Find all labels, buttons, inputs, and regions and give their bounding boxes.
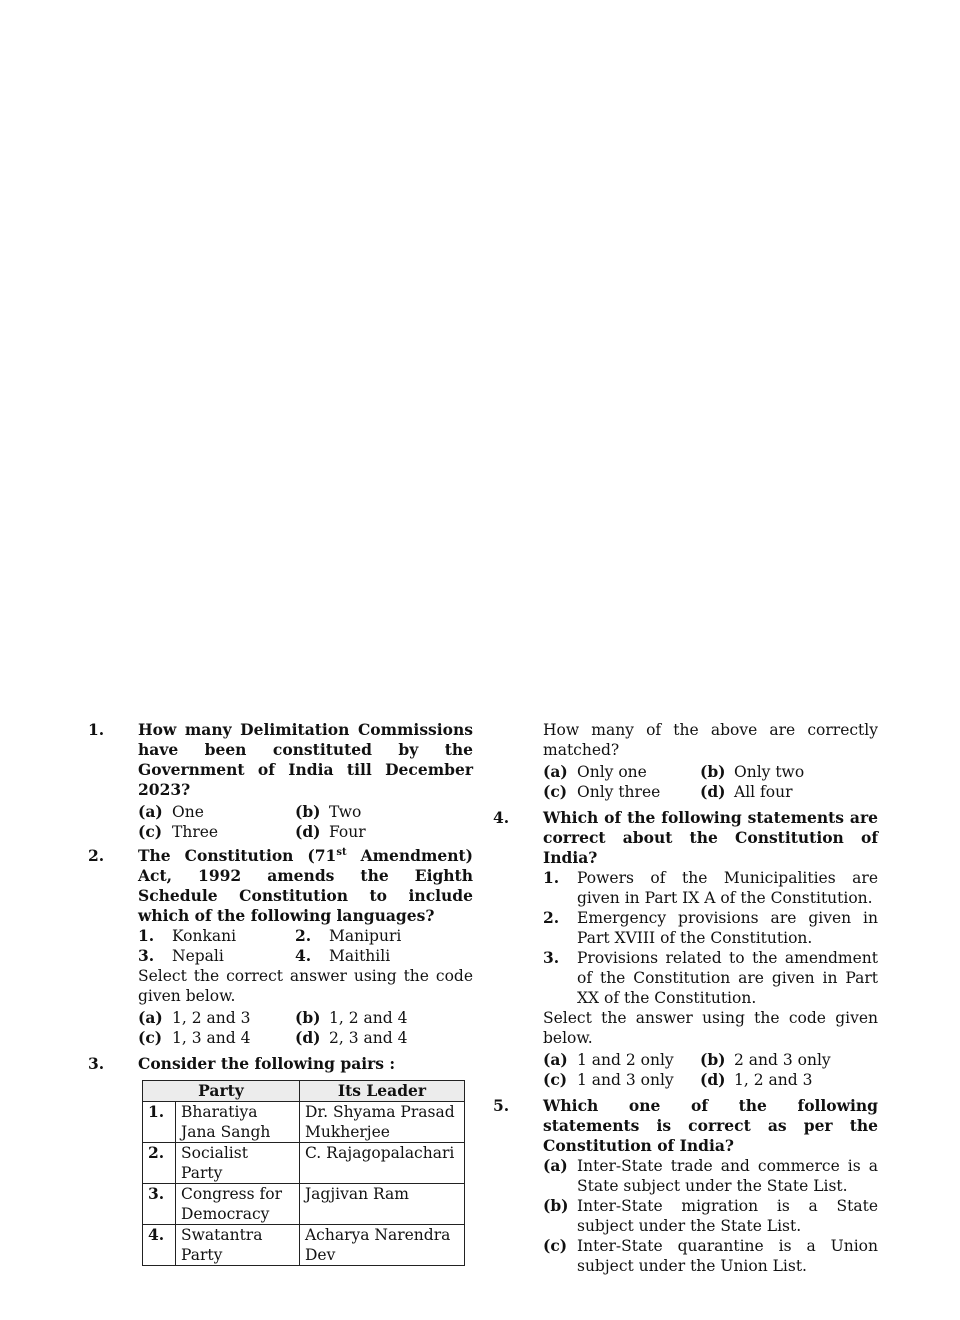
leader-cell: Acharya Narendra Dev [299,1225,464,1266]
option-c[interactable]: (c) 1 and 3 only [543,1070,674,1089]
question-stem: How many Delimitation Commissions have been constituted by the Government of India till December 2023? [138,720,473,799]
option-a[interactable]: (a) Only one [543,762,647,781]
option-d[interactable]: (d) 1, 2 and 3 [700,1070,813,1089]
option-b[interactable]: (b) Inter-State migration is a State subject under the State List. [543,1196,878,1235]
option-c[interactable]: (c) 1, 3 and 4 [138,1028,251,1047]
list-item: 1. Konkani [138,926,237,945]
list-item: 2. Manipuri [295,926,402,945]
question-number: 1. [88,720,105,739]
party-cell: Congress for Democracy [176,1184,300,1225]
leader-cell: C. Rajagopalachari [299,1143,464,1184]
question-3 [88,1054,473,1266]
option-grid [138,1008,473,1048]
party-cell: Bharatiya Jana Sangh [176,1102,300,1143]
question-4 [493,808,878,1090]
option-grid [543,1050,878,1090]
option-b[interactable]: (b) 2 and 3 only [700,1050,831,1069]
option-b[interactable]: (b) Two [295,802,362,821]
option-d[interactable]: (d) 2, 3 and 4 [295,1028,408,1047]
option-c[interactable]: (c) Only three [543,782,661,801]
party-cell: Swatantra Party [176,1225,300,1266]
table-row: 2. Socialist Party C. Rajagopalachari [143,1143,465,1184]
language-list [138,926,473,966]
question-2 [88,846,473,1048]
table-row: 1. Bharatiya Jana Sangh Dr. Shyama Prasad Mukherjee [143,1102,465,1143]
pairs-table [142,1080,465,1266]
question-1 [88,720,473,842]
question-stem: The Constitution (71st Amendment) Act, 1992 amends the Eighth Schedule Constitution to include which of the following languages? [138,846,473,925]
table-row: 4. Swatantra Party Acharya Narendra Dev [143,1225,465,1266]
option-b[interactable]: (b) 1, 2 and 4 [295,1008,408,1027]
option-d[interactable]: (d) All four [700,782,793,801]
right-column [493,720,878,1280]
option-d[interactable]: (d) Four [295,822,366,841]
option-grid [138,802,473,842]
followup-text: How many of the above are correctly matched? [543,721,878,759]
option-a[interactable]: (a) Inter-State trade and commerce is a State subject under the State List. [543,1156,878,1195]
column-header-leader: Its Leader [299,1081,464,1102]
question-stem: Consider the following pairs : [138,1054,396,1073]
question-5 [493,1096,878,1276]
column-header-party: Party [143,1081,300,1102]
option-a[interactable]: (a) 1, 2 and 3 [138,1008,251,1027]
option-grid [543,762,878,802]
question-number: 5. [493,1096,510,1115]
option-a[interactable]: (a) 1 and 2 only [543,1050,674,1069]
statement-item: 1. Powers of the Municipalities are given in Part IX A of the Constitution. [543,868,878,907]
question-number: 2. [88,846,105,865]
table-header-row [143,1081,465,1102]
table-row: 3. Congress for Democracy Jagjivan Ram [143,1184,465,1225]
instruction-text: Select the answer using the code given below. [543,1009,878,1047]
leader-cell: Dr. Shyama Prasad Mukherjee [299,1102,464,1143]
statement-item: 2. Emergency provisions are given in Part XVIII of the Constitution. [543,908,878,947]
question-number: 4. [493,808,510,827]
left-column [88,720,473,1270]
option-b[interactable]: (b) Only two [700,762,805,781]
list-item: 3. Nepali [138,946,224,965]
list-item: 4. Maithili [295,946,391,965]
question-stem: Which one of the following statements is correct as per the Constitution of India? [543,1096,878,1155]
question-number: 3. [88,1054,105,1073]
question-stem: Which of the following statements are correct about the Constitution of India? [543,808,878,867]
leader-cell: Jagjivan Ram [299,1184,464,1225]
party-cell: Socialist Party [176,1143,300,1184]
option-c[interactable]: (c) Inter-State quarantine is a Union subject under the Union List. [543,1236,878,1275]
instruction-text: Select the correct answer using the code given below. [138,967,473,1005]
statement-item: 3. Provisions related to the amendment of the Constitution are given in Part XX of the Constitution. [543,948,878,1007]
option-a[interactable]: (a) One [138,802,204,821]
option-c[interactable]: (c) Three [138,822,219,841]
question-3-continued [493,720,878,802]
